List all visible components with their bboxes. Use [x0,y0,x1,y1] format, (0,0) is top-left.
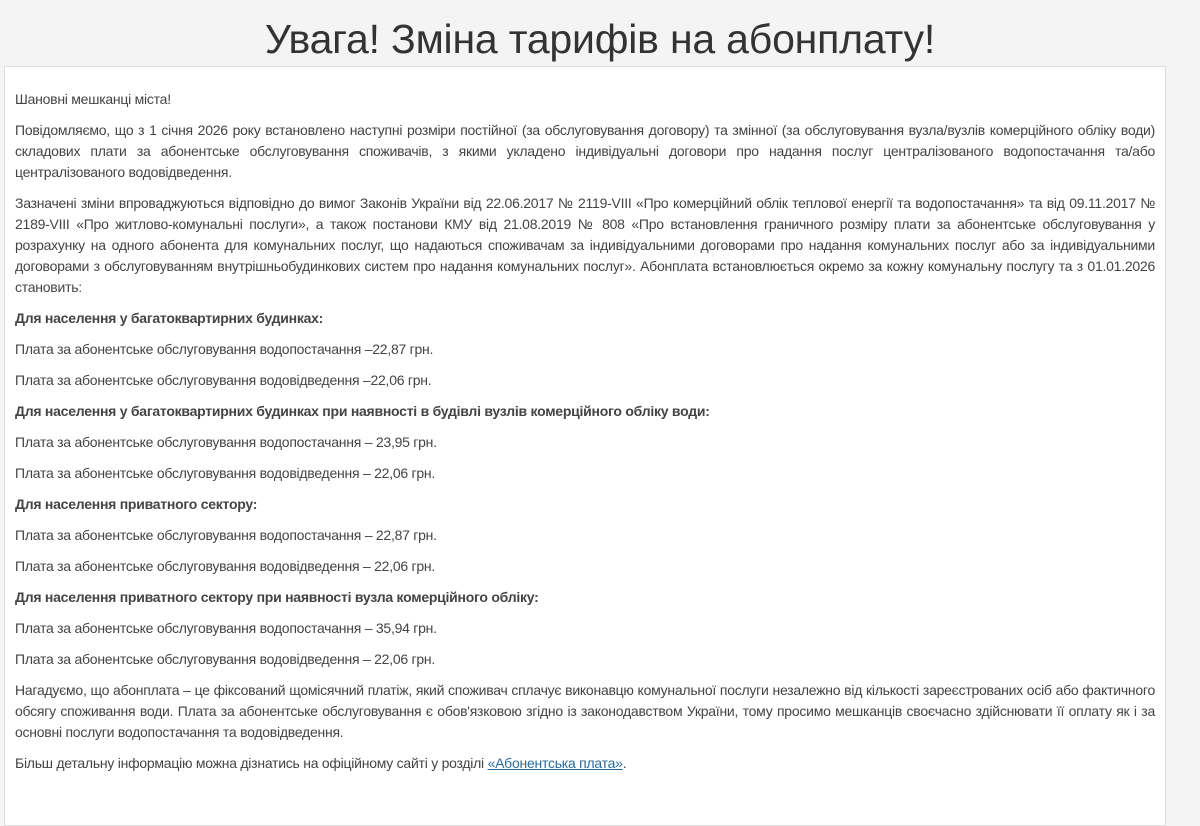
tariff-line: Плата за абонентське обслуговування водовідведення – 22,06 грн. [15,558,436,574]
tariff-line: Плата за абонентське обслуговування водопостачання – 35,94 грн. [15,620,437,636]
subscription-fee-link[interactable]: «Абонентська плата» [487,755,623,771]
more-info-end: . [622,755,627,771]
tariff-line: Плата за абонентське обслуговування водовідведення – 22,06 грн. [15,651,436,667]
reminder-paragraph: Нагадуємо, що абонплата – це фіксований щомісячний платіж, який споживач сплачує виконавцю комунальної послуги незалежно від кількості зареєстрованих осіб або фактичного обсягу споживання води. Плата за абонентське обслуговування є обов'язковою згідно із законодавством України, тому просимо мешканців своєчасно здійснювати її оплату як і за основні послуги водопостачання та водовідведення. [15,682,1155,740]
section-heading: Для населення у багатоквартирних будинках: [15,310,324,326]
section-heading: Для населення у багатоквартирних будинках при наявності в будівлі вузлів комерційного обліку води: [15,403,710,419]
tariff-line: Плата за абонентське обслуговування водопостачання – 22,87 грн. [15,527,437,543]
legal-paragraph: Зазначені зміни впроваджуються відповідно до вимог Законів України від 22.06.2017 № 2119-VIII «Про комерційний облік теплової енергії та водопостачання» та від 09.11.2017 № 2189-VIII «Про житлово-комунальні послуги», а також постанови КМУ від 21.08.2019 № 808 «Про встановлення граничного розміру плати за абонентське обслуговування у розрахунку на одного абонента для комунальних послуг, що надаються споживачам за індивідуальними договорами про надання комунальних послуг або за індивідуальними договорами з обслуговуванням внутрішньобудинкових систем про надання комунальних послуг». Абонплата встановлюється окремо за кожну комунальну послугу та з 01.01.2026 становить: [15,195,1155,295]
section-heading: Для населення приватного сектору при наявності вузла комерційного обліку: [15,589,539,605]
section-heading: Для населення приватного сектору: [15,496,258,512]
greeting: Шановні мешканці міста! [15,91,171,107]
more-info-text: Більш детальну інформацію можна дізнатись на офіційному сайті у розділі [15,755,488,771]
tariff-line: Плата за абонентське обслуговування водовідведення –22,06 грн. [15,372,432,388]
more-info-paragraph [15,753,1155,774]
tariff-line: Плата за абонентське обслуговування водопостачання – 23,95 грн. [15,434,437,450]
tariff-line: Плата за абонентське обслуговування водовідведення – 22,06 грн. [15,465,436,481]
intro-paragraph: Повідомляємо, що з 1 січня 2026 року встановлено наступні розміри постійної (за обслуговування договору) та змінної (за обслуговування вузла/вузлів комерційного обліку води) складових плати за абонентське обслуговування споживачів, з якими укладено індивідуальні договори про надання послуг централізованого водопостачання та/або централізованого водовідведення. [15,122,1155,180]
page-title: Увага! Зміна тарифів на абонплату! [264,16,936,62]
tariff-line: Плата за абонентське обслуговування водопостачання –22,87 грн. [15,341,434,357]
article-body [4,66,1166,826]
